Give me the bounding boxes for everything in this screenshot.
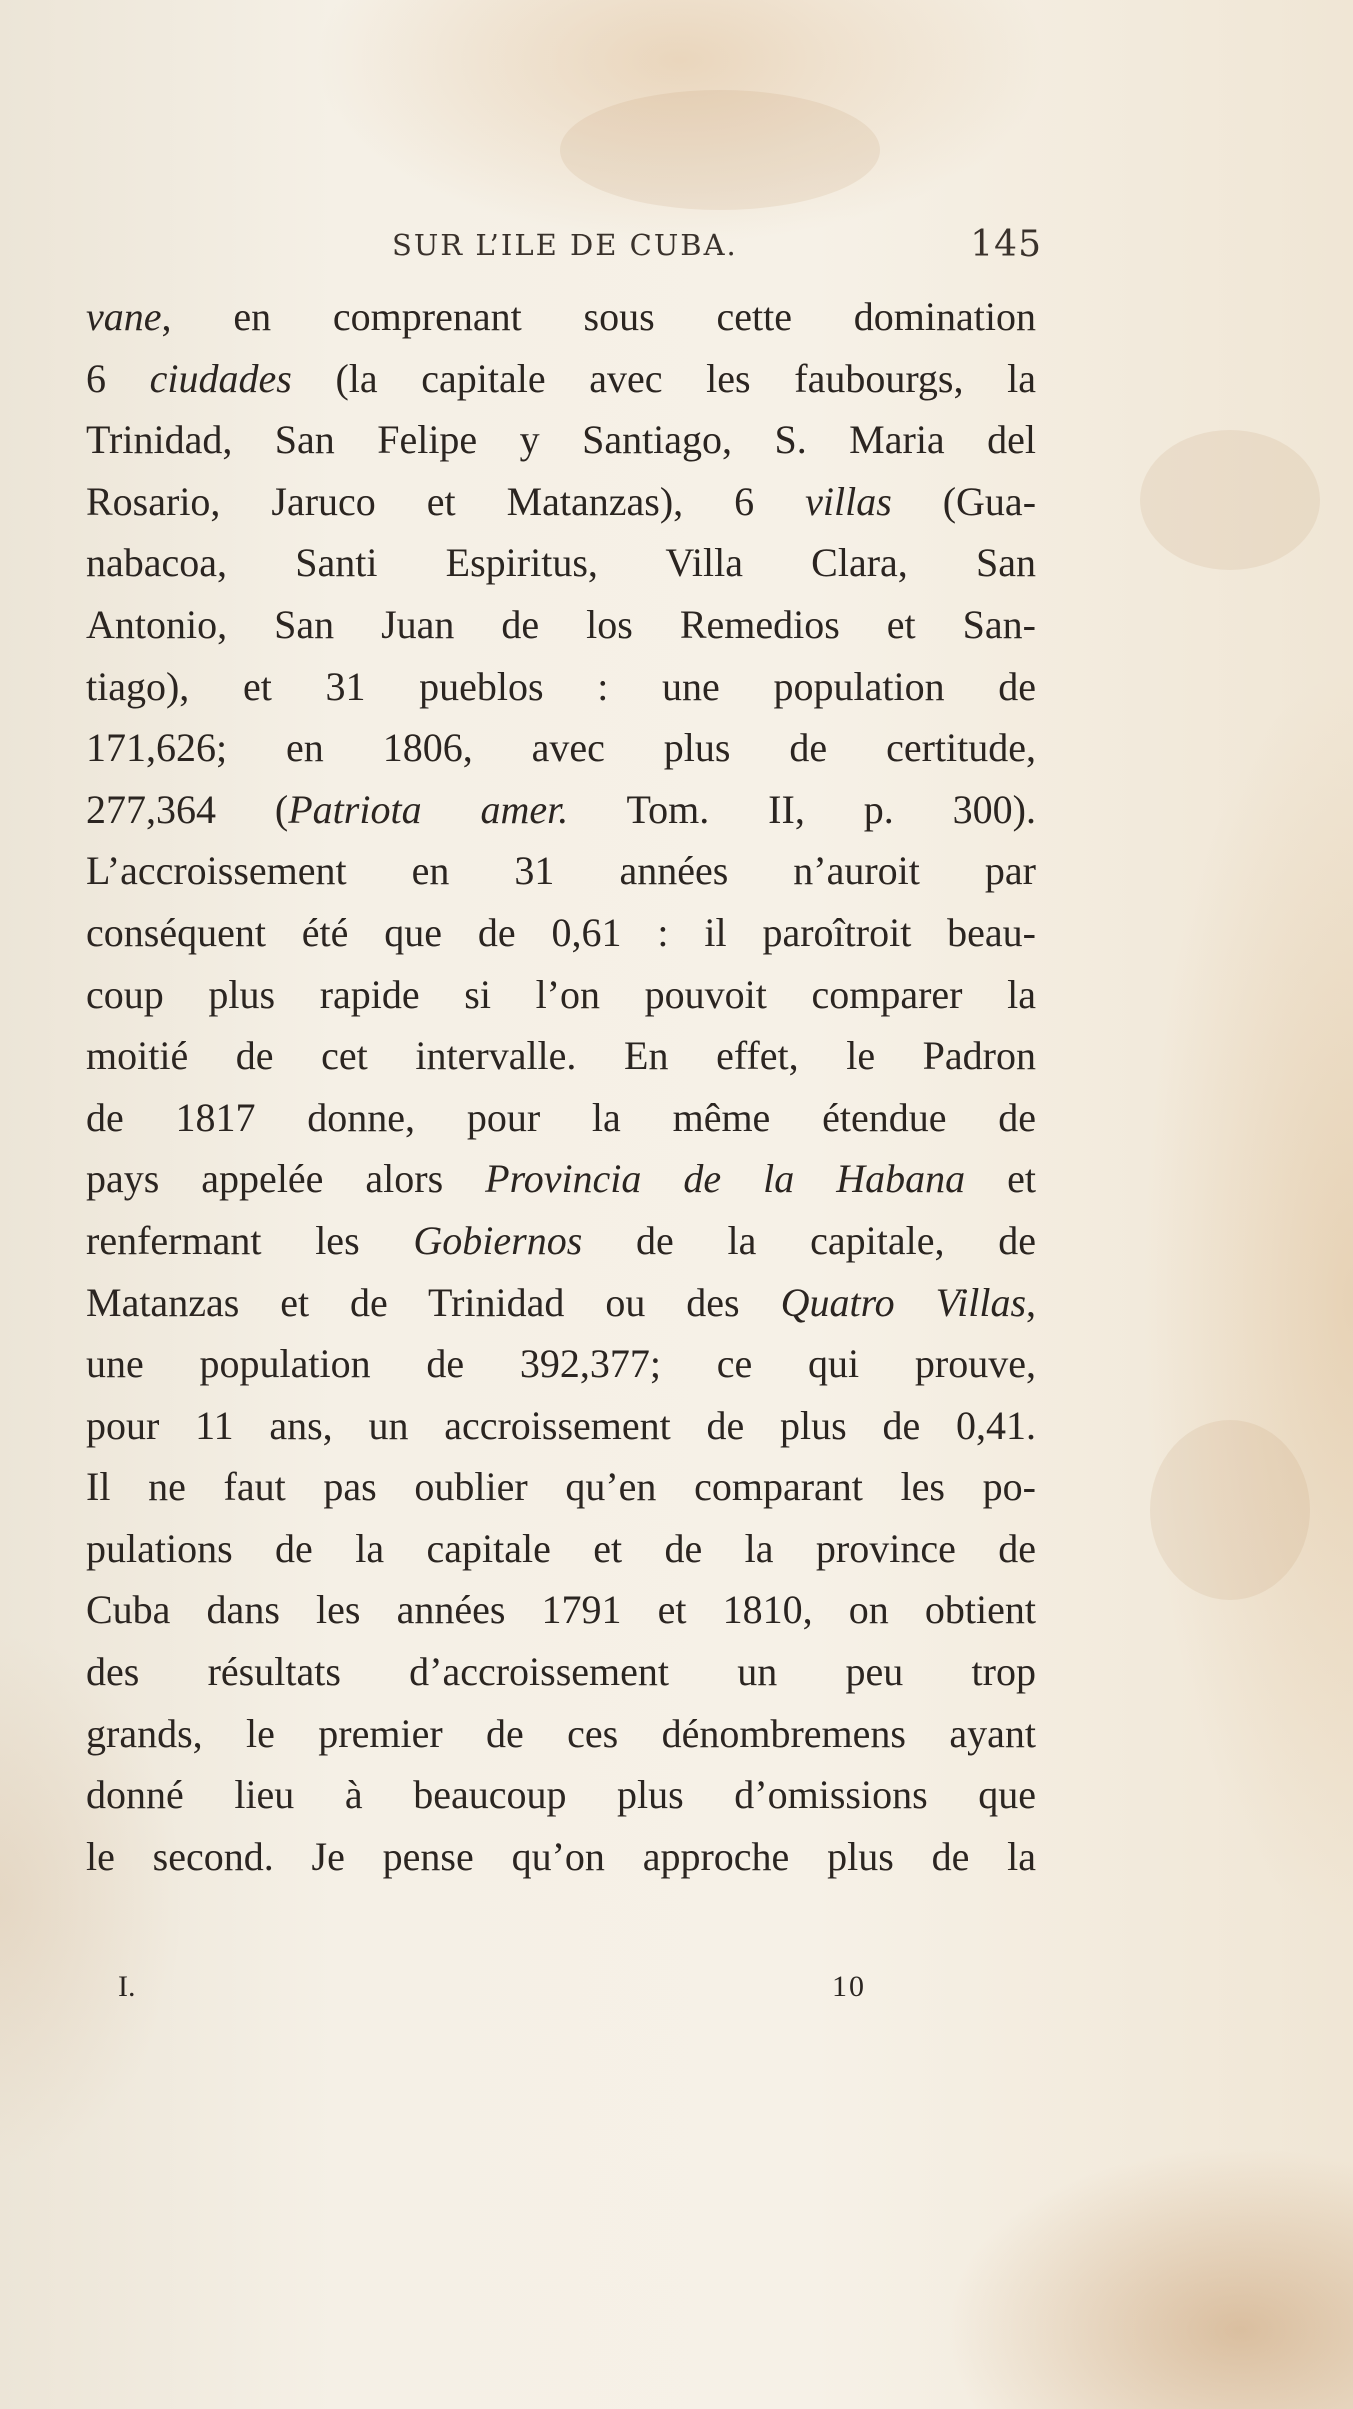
text-run: une population de 392,377; ce qui prouve, <box>86 1341 1036 1387</box>
text-run: tiago), et 31 pueblos : une population de <box>86 663 1036 709</box>
text-line <box>86 1641 1036 1703</box>
text-run: de 1817 donne, pour la même étendue de <box>86 1094 1036 1140</box>
text-run: conséquent été que de 0,61 : il paroîtroit beau- <box>86 909 1036 955</box>
text-line <box>86 840 1036 902</box>
paper-stain <box>560 90 880 210</box>
running-title: SUR L’ILE DE CUBA. <box>392 228 738 262</box>
text-run: 171,626; en 1806, avec plus de certitude, <box>86 725 1036 771</box>
running-head <box>392 224 1042 272</box>
text-run: L’accroissement en 31 années n’auroit par <box>86 848 1036 894</box>
text-run: 277,364 ( <box>86 786 289 832</box>
text-run: donné lieu à beaucoup plus d’omissions que <box>86 1772 1036 1818</box>
text-run: Antonio, San Juan de los Remedios et San- <box>86 601 1036 647</box>
text-run: des résultats d’accroissement un peu trop <box>86 1649 1036 1695</box>
italic-text: Provincia de la Habana <box>485 1156 966 1202</box>
italic-text: Patriota amer. <box>288 786 569 832</box>
paper-stain <box>1150 1420 1310 1600</box>
signature-mark: I. <box>118 1970 136 2003</box>
text-line <box>86 1333 1036 1395</box>
text-run: renfermant les <box>86 1217 414 1263</box>
text-line <box>86 1148 1036 1210</box>
text-run: (la capitale avec les faubourgs, la <box>291 355 1037 401</box>
text-run: , en comprenant sous cette domination <box>161 294 1036 339</box>
text-line <box>86 1456 1036 1518</box>
text-line <box>86 594 1036 656</box>
text-line <box>86 286 1036 348</box>
sheet-number: 10 <box>832 1970 866 2003</box>
text-line <box>86 1703 1036 1765</box>
text-line <box>86 471 1036 533</box>
text-run: , <box>1026 1279 1037 1325</box>
text-run: Cuba dans les années 1791 et 1810, on obtient <box>86 1587 1036 1633</box>
text-line <box>86 1272 1036 1334</box>
text-line <box>86 409 1036 471</box>
italic-text: villas <box>805 478 892 524</box>
text-run: Trinidad, San Felipe y Santiago, S. Maria del <box>86 417 1036 463</box>
italic-text: vane <box>86 294 162 339</box>
text-line <box>86 964 1036 1026</box>
text-line <box>86 656 1036 718</box>
italic-text: Gobiernos <box>413 1217 583 1263</box>
text-run: Tom. II, p. 300). <box>568 786 1036 832</box>
text-line <box>86 348 1036 410</box>
text-run: nabacoa, Santi Espiritus, Villa Clara, San <box>86 540 1036 586</box>
text-line <box>86 1395 1036 1457</box>
body-text <box>86 286 1036 1887</box>
text-run: le second. Je pense qu’on approche plus de la <box>86 1833 1036 1879</box>
text-run: moitié de cet intervalle. En effet, le Padron <box>86 1033 1036 1079</box>
text-line <box>86 532 1036 594</box>
text-line <box>86 902 1036 964</box>
text-run: 6 <box>86 355 150 401</box>
text-line <box>86 1025 1036 1087</box>
text-line <box>86 1518 1036 1580</box>
page-number: 145 <box>970 224 1042 265</box>
text-line <box>86 1579 1036 1641</box>
text-run: Il ne faut pas oublier qu’en comparant les po- <box>86 1464 1036 1510</box>
text-line <box>86 1087 1036 1149</box>
text-run: pays appelée alors <box>86 1156 486 1202</box>
text-run: grands, le premier de ces dénombremens ayant <box>86 1710 1036 1756</box>
text-run: pulations de la capitale et de la province de <box>86 1525 1036 1571</box>
text-run: de la capitale, de <box>582 1217 1037 1263</box>
italic-text: Quatro Villas <box>780 1279 1027 1325</box>
text-run: Matanzas et de Trinidad ou des <box>86 1279 781 1325</box>
text-line <box>86 1764 1036 1826</box>
paper-stain <box>1140 430 1320 570</box>
text-run: et <box>965 1156 1036 1202</box>
text-run: (Gua- <box>891 478 1037 524</box>
italic-text: ciudades <box>149 355 292 401</box>
text-line <box>86 779 1036 841</box>
text-run: pour 11 ans, un accroissement de plus de 0,41. <box>86 1402 1036 1448</box>
text-line <box>86 1210 1036 1272</box>
text-run: coup plus rapide si l’on pouvoit comparer la <box>86 971 1036 1017</box>
text-line <box>86 717 1036 779</box>
text-line <box>86 1826 1036 1888</box>
text-run: Rosario, Jaruco et Matanzas), 6 <box>86 478 806 524</box>
